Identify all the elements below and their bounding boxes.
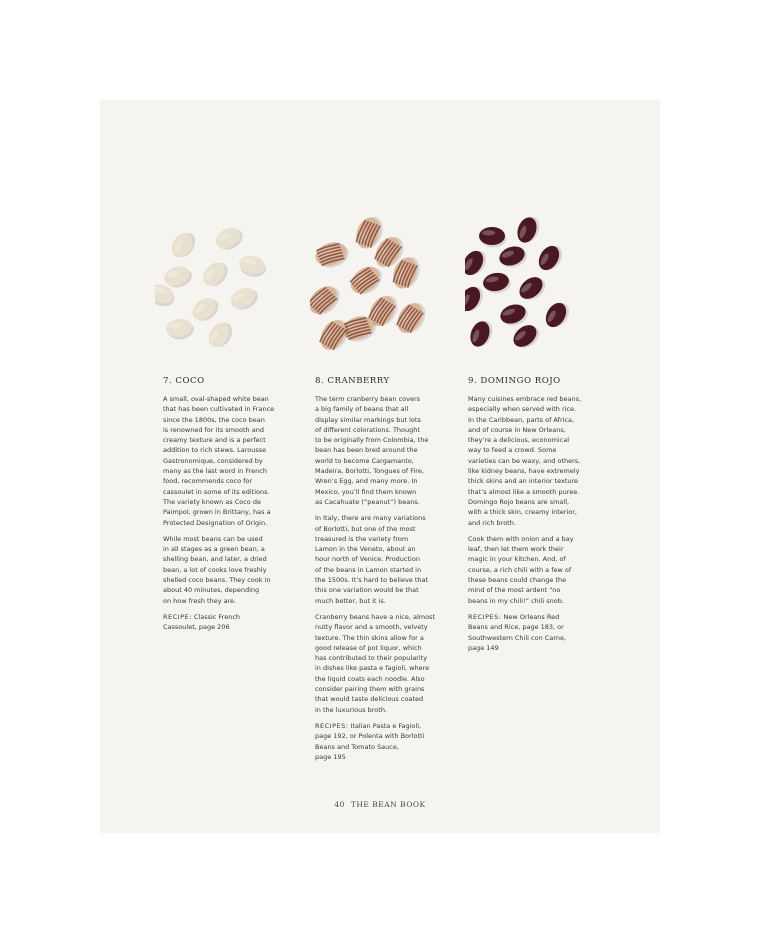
column-domingo-rojo: [468, 376, 596, 659]
coco-bean: [168, 228, 200, 262]
paragraph: The term cranberry bean covers a big family of beans that all display similar markings but lots of different colorations. Thought to be originally from Colombia, the bean has been bred around the world to become Cargamanto, Madeira, Borlotti, Tongues of Fire, Wren’s Egg, and many more. In Mexico, you’ll find them known as Cacahuate (“peanut”) beans.: [315, 395, 429, 506]
section-heading: 9. DOMINGO ROJO: [468, 376, 561, 386]
paragraph: Cook them with onion and a bay leaf, then let them work their magic in your kitchen. And, of course, a rich chili with a few of these beans could change the mind of the most ardent “no beans in my chili!” chili snob.: [468, 534, 574, 605]
cranberry-bean: [392, 297, 430, 338]
recipe-text: Classic French Cassoulet, page 206: [163, 612, 241, 632]
recipe-label: RECIPE:: [163, 612, 192, 621]
section-heading: 7. COCO: [163, 376, 205, 386]
domingo-rojo-bean: [542, 298, 574, 332]
recipe-reference: [468, 612, 596, 653]
coco-bean: [205, 318, 237, 352]
recipe-text: New Orleans Red Beans and Rice, page 183, or Southwestern Chili con Carne, page 149: [468, 612, 567, 652]
paragraph: Cranberry beans have a nice, almost nutty flavor and a smooth, velvety texture. The thin skins allow for a good release of pot liquor, which has contributed to their popularity in dishes like pasta e fagioli, where the liquid coats each noodle. Also consider pairing them with grains that would taste delicious coated in the luxurious broth.: [315, 612, 435, 714]
domingo-rojo-bean: [465, 282, 487, 316]
domingo-rojo-bean: [515, 272, 549, 305]
page-number: 40: [334, 800, 345, 809]
domingo-rojo-bean: [497, 243, 530, 272]
coco-bean: [165, 317, 196, 342]
domingo-rojo-bean: [467, 317, 496, 350]
cranberry-bean: [312, 238, 352, 272]
column-cranberry: [315, 376, 443, 768]
book-title: THE BEAN BOOK: [350, 800, 426, 809]
domingo-rojo-bean: [482, 271, 513, 296]
recipe-text: Italian Pasta e Fagioli, page 192, or Polenta with Borlotti Beans and Tomato Sauce, page 195: [315, 721, 425, 761]
page-footer: [100, 800, 660, 809]
coco-bean: [227, 283, 261, 315]
recipe-label: RECIPES:: [468, 612, 502, 621]
coco-bean: [188, 293, 222, 326]
domingo-rojo-bean: [514, 213, 543, 246]
domingo-rojo-bean: [535, 241, 567, 275]
recipe-reference: [315, 721, 443, 762]
column-coco: [163, 376, 291, 639]
cranberry-bean: [346, 260, 387, 300]
cranberry-bean: [310, 280, 345, 321]
paragraph: In Italy, there are many variations of Borlotti, but one of the most treasured is the variety from Lamon in the Veneto, about an hour north of Venice. Production of the beans in Lamon started in the 1500s. It’s hard to believe that this one variation would be that much better, but it is.: [315, 514, 429, 605]
coco-bean: [237, 254, 268, 279]
coco-beans-illustration: [155, 208, 295, 358]
cranberry-beans-illustration: [310, 208, 450, 358]
paragraph: A small, oval-shaped white bean that has been cultivated in France since the 1800s, the coco bean is renowned for its smooth and creamy texture and is a perfect addition to rich stews. Larousse Gastronomique, considered by many as the last word in French food, recommends coco for cassoulet in some of its editions. The variety known as Coco de Paimpol, grown in Brittany, has a Protected Designation of Origin.: [163, 395, 275, 527]
book-page: [100, 100, 660, 833]
paragraph: While most beans can be used in all stages as a green bean, a shelling bean, and later, a dried bean, a lot of cooks love freshly shelled coco beans. They cook in about 40 minutes, depending on how fresh they are.: [163, 534, 271, 605]
domingo-rojo-bean: [479, 227, 507, 248]
domingo-rojo-bean: [465, 246, 490, 280]
section-heading: 8. CRANBERRY: [315, 376, 390, 386]
domingo-rojo-bean: [498, 301, 531, 330]
domingo-rojo-beans-illustration: [465, 208, 605, 358]
recipe-reference: [163, 612, 291, 633]
coco-bean: [199, 257, 232, 291]
paragraph: Many cuisines embrace red beans, especially when served with rice. In the Caribbean, parts of Africa, and of course in New Orleans, they’re a delicious, economical way to feed a crowd. Some varieties can be waxy, and others, like kidney beans, have extremely thick skins and an interior texture that’s almost like a smooth puree. Domingo Rojo beans are small, with a thick skin, creamy interior, and rich broth.: [468, 395, 582, 527]
recipe-label: RECIPES:: [315, 721, 349, 730]
coco-bean: [212, 223, 246, 255]
